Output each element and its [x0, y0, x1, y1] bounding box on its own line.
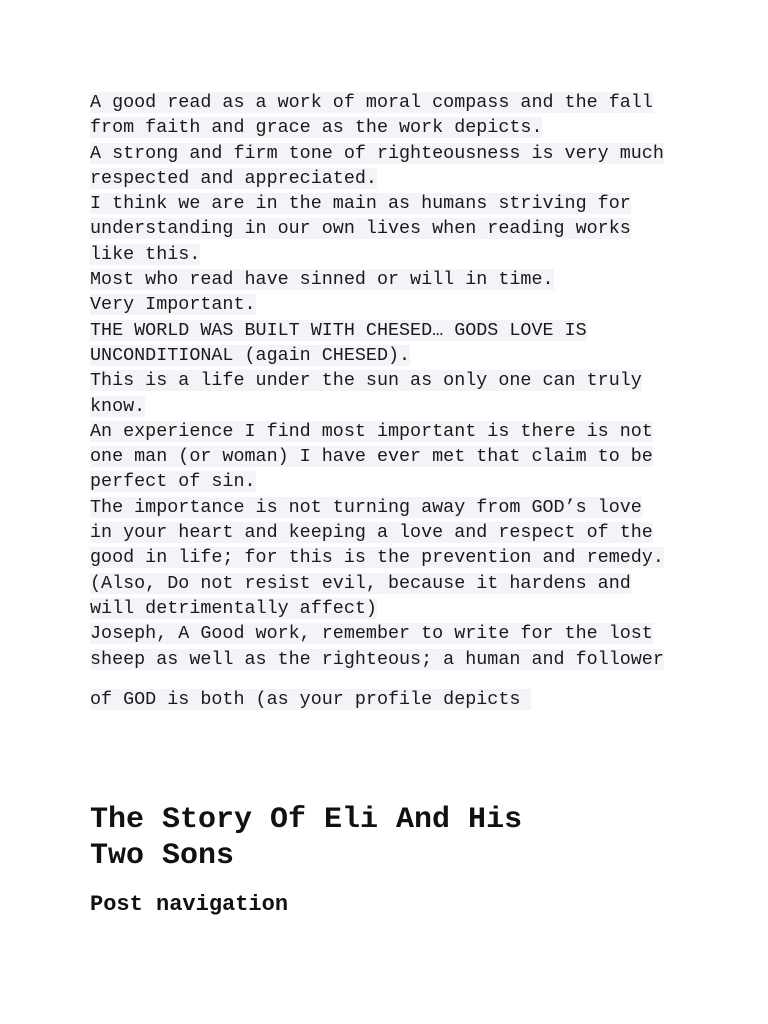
- comment-line: Joseph, A Good work, remember to write for the lost: [90, 623, 653, 645]
- comment-line: know.: [90, 395, 146, 417]
- post-title[interactable]: [90, 802, 522, 874]
- comment-line: from faith and grace as the work depicts.: [90, 117, 543, 139]
- comment-line: perfect of sin.: [90, 471, 256, 493]
- comment-line: sheep as well as the righteous; a human and follower: [90, 648, 664, 670]
- post-title-line-2: Two Sons: [90, 839, 235, 873]
- comment-body: [90, 90, 690, 712]
- comment-line: like this.: [90, 243, 201, 265]
- comment-line: one man (or woman) I have ever met that claim to be: [90, 446, 653, 468]
- comment-line: A strong and firm tone of righteousness is very much: [90, 142, 664, 164]
- comment-line: The importance is not turning away from GOD’s love: [90, 496, 642, 518]
- comment-line: respected and appreciated.: [90, 167, 377, 189]
- comment-line: Most who read have sinned or will in time.: [90, 269, 554, 291]
- comment-line: THE WORLD WAS BUILT WITH CHESED… GODS LOVE IS: [90, 319, 587, 341]
- comment-line: This is a life under the sun as only one can truly: [90, 370, 642, 392]
- comment-line: understanding in our own lives when reading works: [90, 218, 631, 240]
- post-title-line-1: The Story Of Eli And His: [90, 803, 523, 837]
- comment-line: (Also, Do not resist evil, because it hardens and: [90, 572, 631, 594]
- comment-line: UNCONDITIONAL (again CHESED).: [90, 344, 411, 366]
- comment-last-line: of GOD is both (as your profile depicts: [90, 688, 532, 710]
- comment-line: An experience I find most important is there is not: [90, 420, 653, 442]
- comment-line: will detrimentally affect): [90, 597, 377, 619]
- comment-line: in your heart and keeping a love and respect of the: [90, 522, 653, 544]
- comment-line: good in life; for this is the prevention and remedy.: [90, 547, 664, 569]
- post-navigation-heading: Post navigation: [90, 892, 289, 917]
- comment-text: [90, 90, 690, 672]
- comment-line: Very Important.: [90, 294, 256, 316]
- comment-line: A good read as a work of moral compass and the fall: [90, 92, 653, 113]
- comment-line: I think we are in the main as humans striving for: [90, 193, 631, 215]
